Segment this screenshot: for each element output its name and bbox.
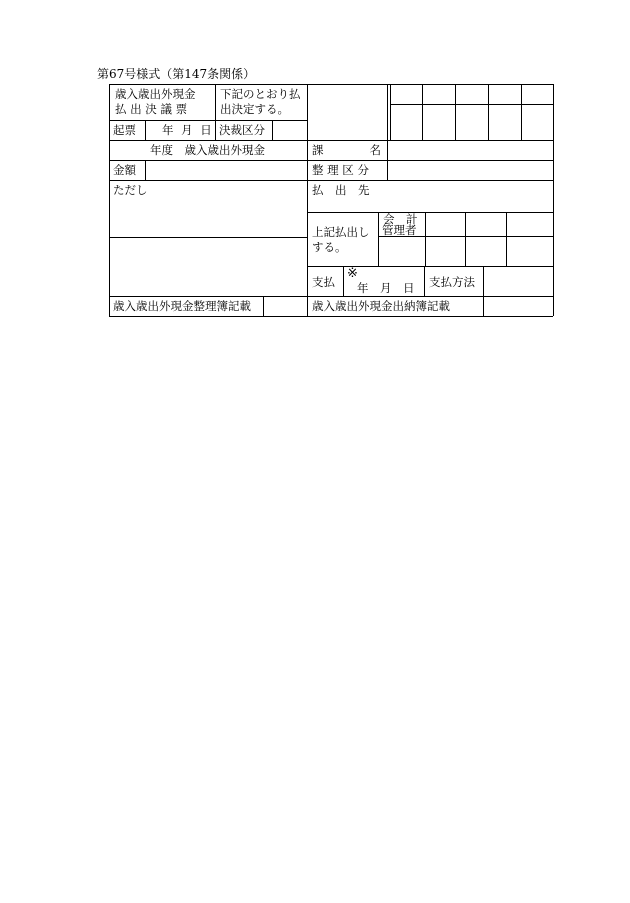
table-border [263,296,264,316]
kessai-label: 決裁区分 [219,123,265,137]
table-border [145,160,146,180]
table-border [425,212,426,266]
table-border [378,212,379,266]
table-border [109,84,553,85]
table-border [521,84,522,140]
kome-mark: ※ [347,266,358,281]
table-border [109,296,553,297]
table-border [465,212,466,266]
table-border [387,84,388,140]
table-border [109,120,307,121]
kaikei-line1: 会 計 [383,212,418,226]
table-border [390,104,553,105]
table-border [109,237,307,238]
shiharai-houhou: 支払方法 [429,275,475,289]
table-border [215,84,216,120]
seiribo-label: 歳入歳出外現金整理簿記載 [113,299,251,313]
table-border [145,120,146,140]
decision-note-line2: 出決定する。 [220,102,289,116]
table-border [506,212,507,266]
table-border [455,84,456,140]
table-border [307,84,308,140]
table-border [272,120,273,140]
haraidashi-label: 払 出 先 [312,183,370,197]
table-border [424,266,425,296]
jouki-line1: 上記払出し [312,225,370,239]
table-border [215,120,216,140]
table-border [483,266,484,316]
table-border [422,84,423,140]
table-border [109,84,110,316]
kihyo-date: 年 月 日 [162,123,214,137]
suitobo-label: 歳入歳出外現金出納簿記載 [312,299,450,313]
header-title-line2: 払 出 決 議 票 [115,102,188,116]
table-border [307,212,553,213]
seiri-label: 整 理 区 分 [312,163,369,177]
table-border [488,84,489,140]
table-border [109,316,553,317]
decision-note-line1: 下記のとおり払 [220,87,301,101]
table-border [109,180,553,181]
table-border [387,140,388,180]
kihyo-label: 起票 [113,123,136,137]
shiharai-date: 年 月 日 [357,281,415,295]
kingaku-label: 金額 [113,163,136,177]
nendo-label: 年度 歳入歳出外現金 [150,143,265,157]
ka-label: 課 名 [312,143,381,157]
shiharai-label: 支払 [312,275,335,289]
table-border [390,84,391,140]
header-title-line1: 歳入歳出外現金 [115,87,196,101]
form-title: 第67号様式（第147条関係） [97,67,256,81]
jouki-line2: する。 [312,240,347,254]
table-border [109,140,553,141]
table-border [343,266,344,296]
table-border [109,160,553,161]
table-border [553,84,554,316]
kaikei-line2: 管理者 [382,223,417,237]
table-border [307,140,308,316]
tadashi-label: ただし [113,183,148,197]
